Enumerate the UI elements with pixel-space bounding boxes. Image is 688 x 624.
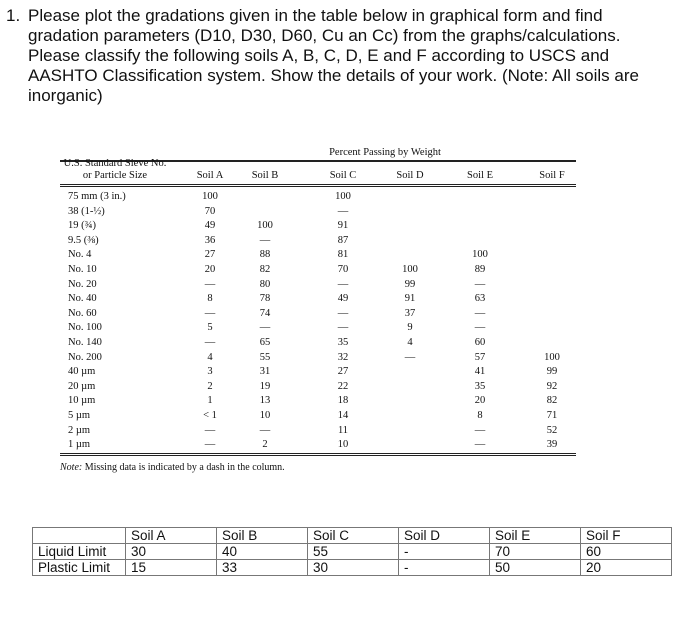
percent-passing-cell: 63 [474, 293, 486, 305]
limits-header-cell: Soil A [126, 528, 217, 544]
percent-passing-cell: 20 [204, 264, 216, 275]
table-row [60, 337, 576, 351]
limits-header-cell [33, 528, 126, 544]
sieve-size: 10 µm [68, 395, 96, 407]
percent-passing-cell: 1 [207, 395, 213, 407]
percent-passing-cell: 49 [204, 220, 216, 232]
column-header: Soil A [196, 170, 224, 181]
limits-header-cell: Soil E [490, 528, 581, 544]
limit-value: 60 [581, 544, 672, 560]
percent-passing-cell: < 1 [203, 410, 217, 421]
percent-passing-cell: — [474, 307, 486, 319]
question [6, 6, 676, 106]
percent-passing-cell: — [259, 424, 271, 436]
table-row [60, 279, 576, 293]
sieve-size: No. 10 [68, 264, 97, 275]
percent-passing-cell: 100 [472, 249, 488, 261]
sieve-size: 2 µm [68, 424, 91, 436]
percent-passing-cell: — [337, 278, 349, 290]
percent-passing-cell: — [404, 351, 416, 363]
percent-passing-cell: 99 [404, 278, 416, 290]
percent-passing-cell: 27 [337, 366, 349, 378]
header-rule [60, 184, 576, 187]
percent-passing-cell: 74 [259, 307, 271, 319]
table-row [60, 439, 576, 453]
group-rule [182, 160, 576, 161]
limit-value: 50 [490, 560, 581, 576]
table-row [60, 425, 576, 439]
table-row [60, 235, 576, 249]
table-row [60, 395, 576, 409]
percent-passing-cell: 11 [337, 424, 349, 436]
percent-passing-cell: 20 [474, 395, 486, 407]
percent-passing-cell: 4 [207, 351, 213, 363]
column-header: Soil D [396, 170, 424, 181]
percent-passing-cell: 65 [259, 337, 271, 348]
percent-passing-cell: 35 [474, 380, 486, 392]
limits-row [33, 544, 672, 560]
table-row [60, 293, 576, 307]
percent-passing-cell: 35 [337, 337, 349, 348]
table-row [60, 220, 576, 234]
sieve-header-1: U.S. Standard Sieve No. [63, 158, 167, 169]
percent-passing-cell: — [204, 278, 216, 290]
percent-passing-cell: 100 [202, 191, 218, 202]
limit-label: Plastic Limit [33, 560, 126, 576]
table-row [60, 264, 576, 278]
percent-passing-cell: — [337, 307, 349, 319]
percent-passing-cell: 60 [474, 337, 486, 348]
limits-header-cell: Soil F [581, 528, 672, 544]
percent-passing-cell: 92 [546, 380, 558, 392]
percent-passing-cell: 100 [257, 220, 273, 232]
percent-passing-cell: — [259, 322, 271, 334]
percent-passing-cell: 55 [259, 351, 271, 363]
limit-value: - [399, 560, 490, 576]
limit-value: 40 [217, 544, 308, 560]
sieve-size: 9.5 (⅜) [68, 234, 99, 246]
percent-passing-cell: 81 [337, 249, 349, 261]
gradation-table [60, 140, 576, 476]
limit-value: 30 [126, 544, 217, 560]
limit-value: - [399, 544, 490, 560]
percent-passing-cell: — [474, 439, 486, 451]
sieve-size: No. 40 [68, 293, 97, 305]
percent-passing-cell: 91 [404, 293, 416, 305]
limits-header-cell: Soil D [399, 528, 490, 544]
percent-passing-cell: 2 [207, 380, 213, 392]
percent-passing-cell: 5 [207, 322, 213, 334]
limit-value: 15 [126, 560, 217, 576]
sieve-size: 20 µm [68, 380, 96, 392]
percent-passing-cell: 57 [474, 351, 486, 363]
table-row [60, 410, 576, 424]
limits-header-cell: Soil C [308, 528, 399, 544]
percent-passing-cell: 8 [207, 293, 213, 305]
limit-value: 20 [581, 560, 672, 576]
percent-passing-cell: 2 [262, 439, 268, 451]
percent-passing-cell: 70 [204, 205, 216, 217]
sieve-size: 40 µm [68, 366, 96, 378]
percent-passing-cell: 14 [337, 410, 349, 421]
percent-passing-cell: 22 [337, 380, 349, 392]
table-row [60, 249, 576, 263]
percent-passing-cell: 39 [546, 439, 558, 451]
percent-passing-cell: 41 [474, 366, 486, 378]
percent-passing-cell: 100 [402, 264, 418, 275]
table-row [60, 322, 576, 336]
table-row [60, 206, 576, 220]
percent-passing-cell: 91 [337, 220, 349, 232]
percent-passing-cell: 9 [407, 322, 413, 334]
note-label: Note: [60, 462, 83, 473]
percent-passing-cell: — [337, 322, 349, 334]
column-header: Soil E [467, 170, 493, 181]
limit-value: 70 [490, 544, 581, 560]
sieve-size: 75 mm (3 in.) [68, 191, 126, 202]
percent-passing-cell: — [337, 205, 349, 217]
limit-value: 55 [308, 544, 399, 560]
percent-passing-cell: 100 [544, 351, 560, 363]
sieve-size: No. 20 [68, 278, 97, 290]
percent-passing-cell: 49 [337, 293, 349, 305]
percent-passing-cell: — [204, 439, 216, 451]
sieve-size: No. 60 [68, 307, 97, 319]
sieve-size: 1 µm [68, 439, 91, 451]
limits-row [33, 560, 672, 576]
percent-passing-cell: — [474, 424, 486, 436]
sieve-size: 5 µm [68, 410, 91, 421]
percent-passing-cell: 8 [477, 410, 483, 421]
sieve-size: 19 (¾) [68, 220, 96, 232]
percent-passing-cell: 82 [259, 264, 271, 275]
percent-passing-cell: 88 [259, 249, 271, 261]
table-row [60, 381, 576, 395]
percent-passing-cell: 71 [546, 410, 558, 421]
sieve-size: 38 (1-½) [68, 205, 105, 217]
limits-table [32, 527, 672, 576]
table-row [60, 366, 576, 380]
percent-passing-cell: 32 [337, 351, 349, 363]
limit-value: 30 [308, 560, 399, 576]
table-row [60, 308, 576, 322]
percent-passing-cell: 70 [337, 264, 349, 275]
percent-passing-cell: 19 [259, 380, 271, 392]
column-header: Soil F [539, 170, 565, 181]
sieve-size: No. 200 [68, 351, 102, 363]
percent-passing-cell: — [259, 234, 271, 246]
table-row [60, 352, 576, 366]
question-number: 1. [6, 6, 21, 25]
limit-label: Liquid Limit [33, 544, 126, 560]
percent-passing-cell: — [474, 278, 486, 290]
percent-passing-cell: 10 [259, 410, 271, 421]
table-row [60, 191, 576, 205]
percent-passing-cell: 13 [259, 395, 271, 407]
percent-passing-cell: — [474, 322, 486, 334]
note-text: Missing data is indicated by a dash in the column. [84, 462, 285, 473]
group-header: Percent Passing by Weight [329, 147, 441, 158]
percent-passing-cell: 37 [404, 307, 416, 319]
limits-header-row [33, 528, 672, 544]
percent-passing-cell: 4 [407, 337, 413, 348]
percent-passing-cell: 10 [337, 439, 349, 451]
limit-value: 33 [217, 560, 308, 576]
question-text: Please plot the gradations given in the table below in graphical form and find gradation parameters (D10, D30, D60, Cu an Cc) from the graphs/calculations. Please classify the following soils A, B, C, D, E and F according to USCS and AASHTO Classification system. Show the details of your work. (Note: All soils are inorganic) [28, 6, 639, 105]
sieve-size: No. 140 [68, 337, 102, 348]
percent-passing-cell: 36 [204, 234, 216, 246]
percent-passing-cell: 82 [546, 395, 558, 407]
percent-passing-cell: 31 [259, 366, 271, 378]
percent-passing-cell: 80 [259, 278, 271, 290]
limits-header-cell: Soil B [217, 528, 308, 544]
percent-passing-cell: — [204, 337, 216, 348]
percent-passing-cell: 18 [337, 395, 349, 407]
percent-passing-cell: — [204, 307, 216, 319]
percent-passing-cell: 100 [335, 191, 351, 202]
percent-passing-cell: 99 [546, 366, 558, 378]
percent-passing-cell: — [204, 424, 216, 436]
percent-passing-cell: 78 [259, 293, 271, 305]
sieve-size: No. 100 [68, 322, 102, 334]
column-header: Soil B [251, 170, 279, 181]
sieve-header-2: or Particle Size [82, 170, 148, 181]
column-header: Soil C [329, 170, 357, 181]
percent-passing-cell: 27 [204, 249, 216, 261]
percent-passing-cell: 87 [337, 234, 349, 246]
percent-passing-cell: 3 [207, 366, 213, 378]
percent-passing-cell: 89 [474, 264, 486, 275]
percent-passing-cell: 52 [546, 424, 558, 436]
bottom-rule [60, 453, 576, 456]
sieve-size: No. 4 [68, 249, 92, 261]
table-note [60, 462, 285, 473]
